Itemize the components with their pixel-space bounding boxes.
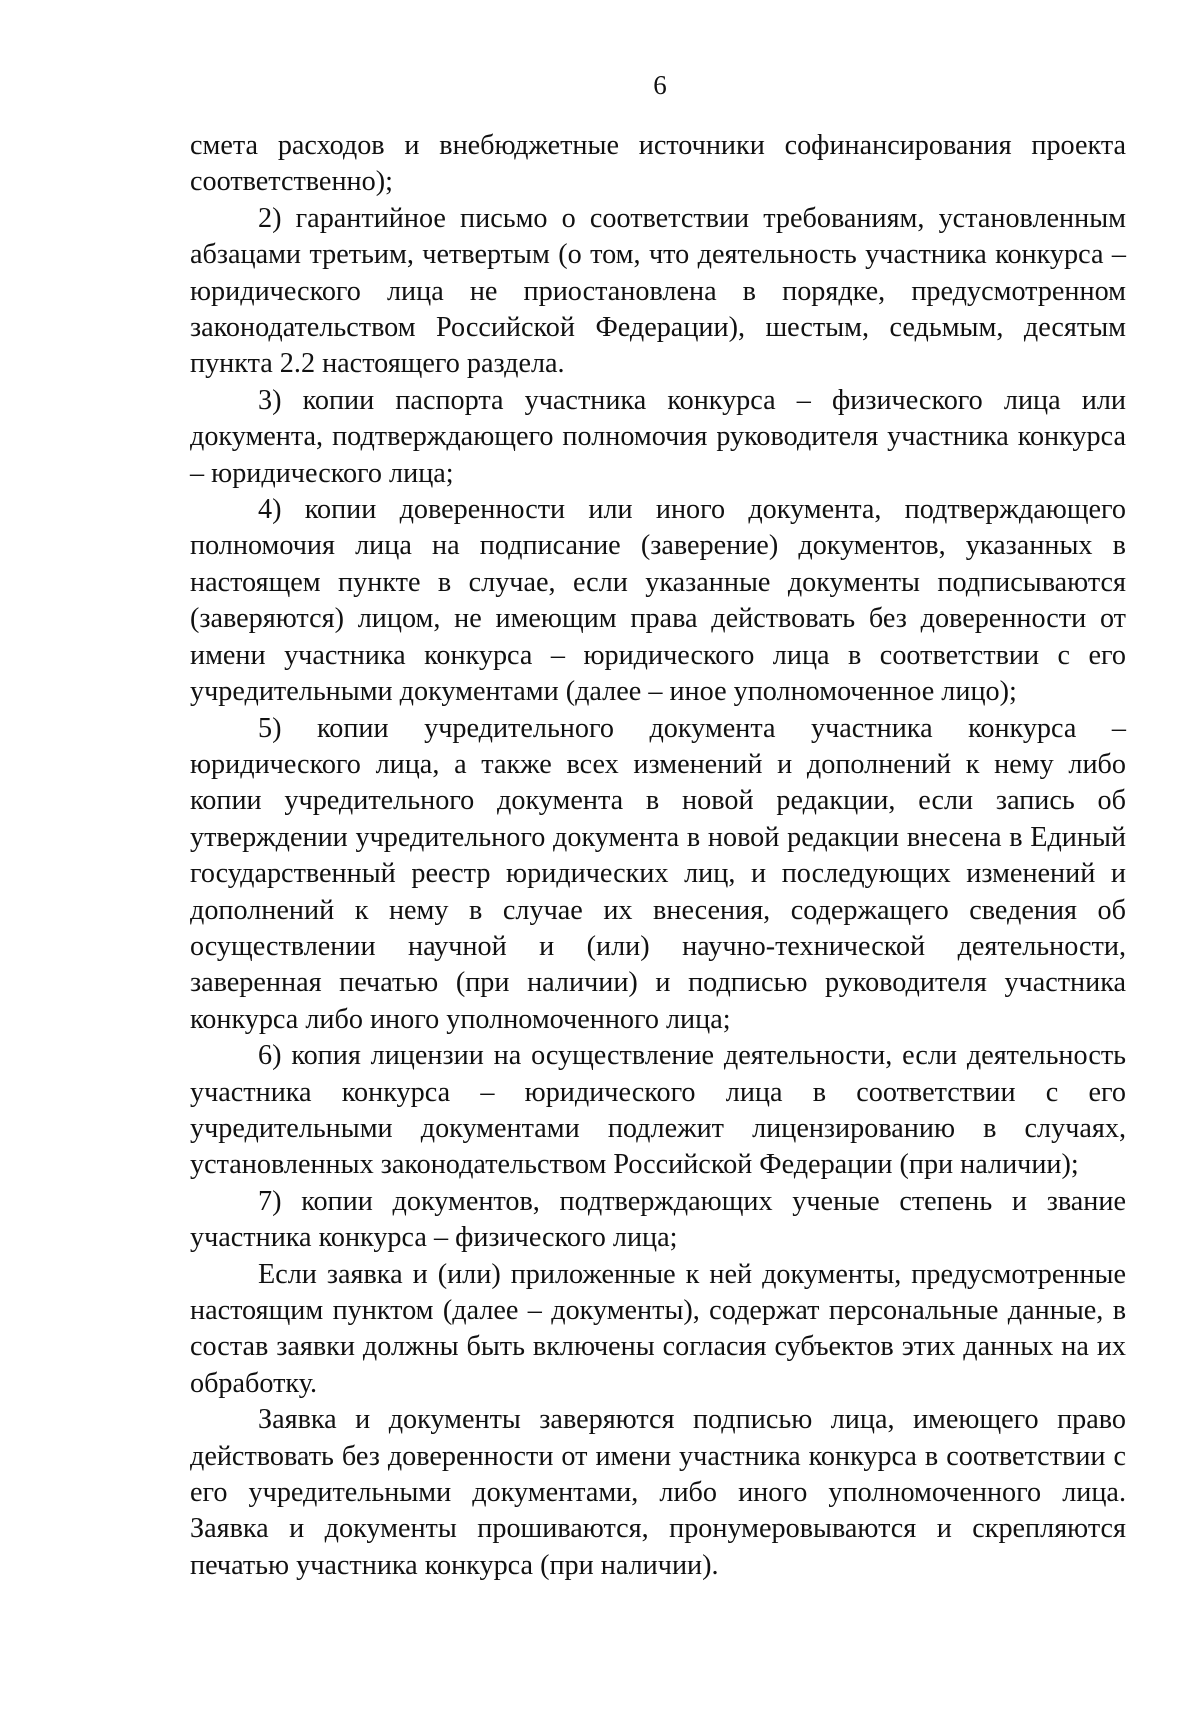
document-body <box>190 128 1126 1584</box>
paragraph-continuation: смета расходов и внебюджетные источники софинансирования проекта соответственно); <box>190 130 1126 198</box>
paragraph-item-3: 3) копии паспорта участника конкурса – физического лица или документа, подтверждающего полномочия руководителя участника конкурса – юридического лица; <box>190 384 1126 489</box>
paragraph-certification: Заявка и документы заверяются подписью лица, имеющего право действовать без доверенности от имени участника конкурса в соответствии с его учредительными документами, либо иного уполномоченного лица. Заявка и документы прошиваются, пронумеровываются и скрепляются печатью участника конкурса (при наличии). <box>190 1404 1126 1581</box>
paragraph-personal-data: Если заявка и (или) приложенные к ней документы, предусмотренные настоящим пунктом (далее – документы), содержат персональные данные, в состав заявки должны быть включены согласия субъектов этих данных на их обработку. <box>190 1258 1126 1399</box>
page-number: 6 <box>653 70 667 100</box>
paragraph-item-2: 2) гарантийное письмо о соответствии требованиям, установленным абзацами третьим, четвертым (о том, что деятельность участника конкурса – юридического лица не приостановлена в порядке, предусмотренном законодательством Российской Федерации), шестым, седьмым, десятым пункта 2.2 настоящего раздела. <box>190 202 1126 380</box>
paragraph-item-5: 5) копии учредительного документа участника конкурса – юридического лица, а также всех изменений и дополнений к нему либо копии учредительного документа в новой редакции, если запись об утверждении учредительного документа в новой редакции внесена в Единый государственный реестр юридических лиц, и последующих изменений и дополнений к нему в случае их внесения, содержащего сведения об осуществлении научной и (или) научно-технической деятельности, заверенная печатью (при наличии) и подписью руководителя участника конкурса либо иного уполномоченного лица; <box>190 712 1126 1035</box>
paragraph-item-4: 4) копии доверенности или иного документа, подтверждающего полномочия лица на подписание (заверение) документов, указанных в настоящем пункте в случае, если указанные документы подписываются (заверяются) лицом, не имеющим права действовать без доверенности от имени участника конкурса – юридического лица в соответствии с его учредительными документами (далее – иное уполномоченное лицо); <box>190 494 1126 708</box>
paragraph-item-7: 7) копии документов, подтверждающих ученые степень и звание участника конкурса – физического лица; <box>190 1185 1126 1254</box>
paragraph-item-6: 6) копия лицензии на осуществление деятельности, если деятельность участника конкурса – юридического лица в соответствии с его учредительными документами подлежит лицензированию в случаях, установленных законодательством Российской Федерации (при наличии); <box>190 1040 1126 1181</box>
